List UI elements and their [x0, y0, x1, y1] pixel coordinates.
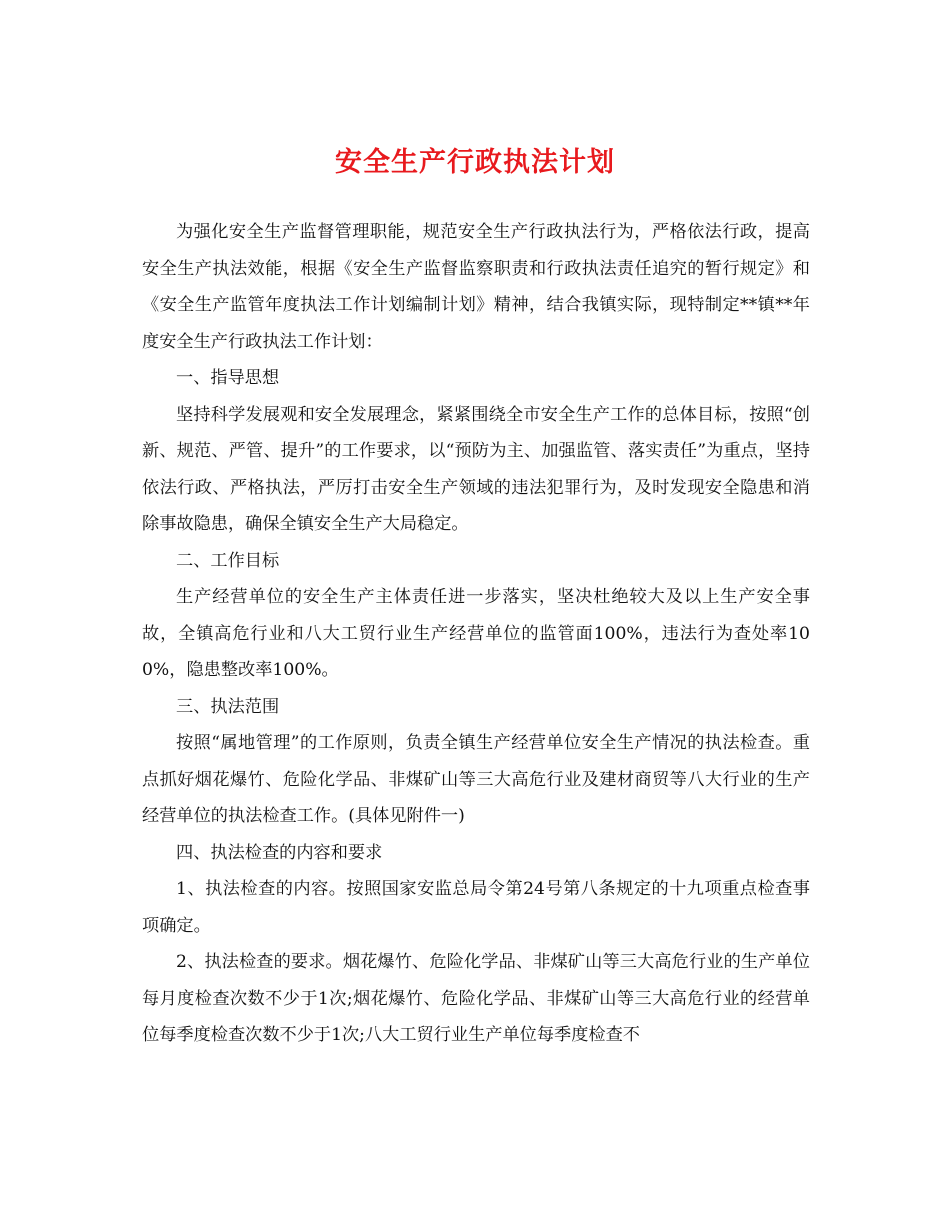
enforcement-scope-paragraph: 按照“属地管理”的工作原则，负责全镇生产经营单位安全生产情况的执法检查。重点抓好烟花爆竹、危险化学品、非煤矿山等三大高危行业及建材商贸等八大行业的生产经营单位的执法检查工作。(具体见附件一)	[142, 733, 810, 826]
document-title: 安全生产行政执法计划	[335, 147, 615, 178]
work-goals-paragraph: 生产经营单位的安全生产主体责任进一步落实，坚决杜绝较大及以上生产安全事故，全镇高危行业和八大工贸行业生产经营单位的监管面100%，违法行为查处率100%，隐患整改率100%。	[142, 587, 810, 680]
section-heading-guiding-ideology: 一、指导思想	[176, 368, 280, 388]
document-body	[142, 214, 810, 1054]
section-heading-inspection-content: 四、执法检查的内容和要求	[176, 842, 383, 863]
intro-paragraph: 为强化安全生产监督管理职能，规范安全生产行政执法行为，严格依法行政，提高安全生产执法效能，根据《安全生产监督监察职责和行政执法责任追究的暂行规定》和《安全生产监管年度执法工作计划编制计划》精神，结合我镇实际，现特制定**镇**年度安全生产行政执法工作计划：	[142, 222, 810, 352]
section-heading-enforcement-scope: 三、执法范围	[176, 696, 280, 717]
section-heading-work-goals: 二、工作目标	[176, 550, 280, 571]
inspection-content-item-2: 2、执法检查的要求。烟花爆竹、危险化学品、非煤矿山等三大高危行业的生产单位每月度检查次数不少于1次;烟花爆竹、危险化学品、非煤矿山等三大高危行业的经营单位每季度检查次数不少于1次;八大工贸行业生产单位每季度检查不	[142, 952, 810, 1045]
guiding-ideology-paragraph: 坚持科学发展观和安全发展理念，紧紧围绕全市安全生产工作的总体目标，按照“创新、规范、严管、提升”的工作要求，以“预防为主、加强监管、落实责任”为重点，坚持依法行政、严格执法，严厉打击安全生产领域的违法犯罪行为，及时发现安全隐患和消除事故隐患，确保全镇安全生产大局稳定。	[142, 404, 810, 534]
inspection-content-item-1: 1、执法检查的内容。按照国家安监总局令第24号第八条规定的十九项重点检查事项确定。	[142, 879, 810, 936]
